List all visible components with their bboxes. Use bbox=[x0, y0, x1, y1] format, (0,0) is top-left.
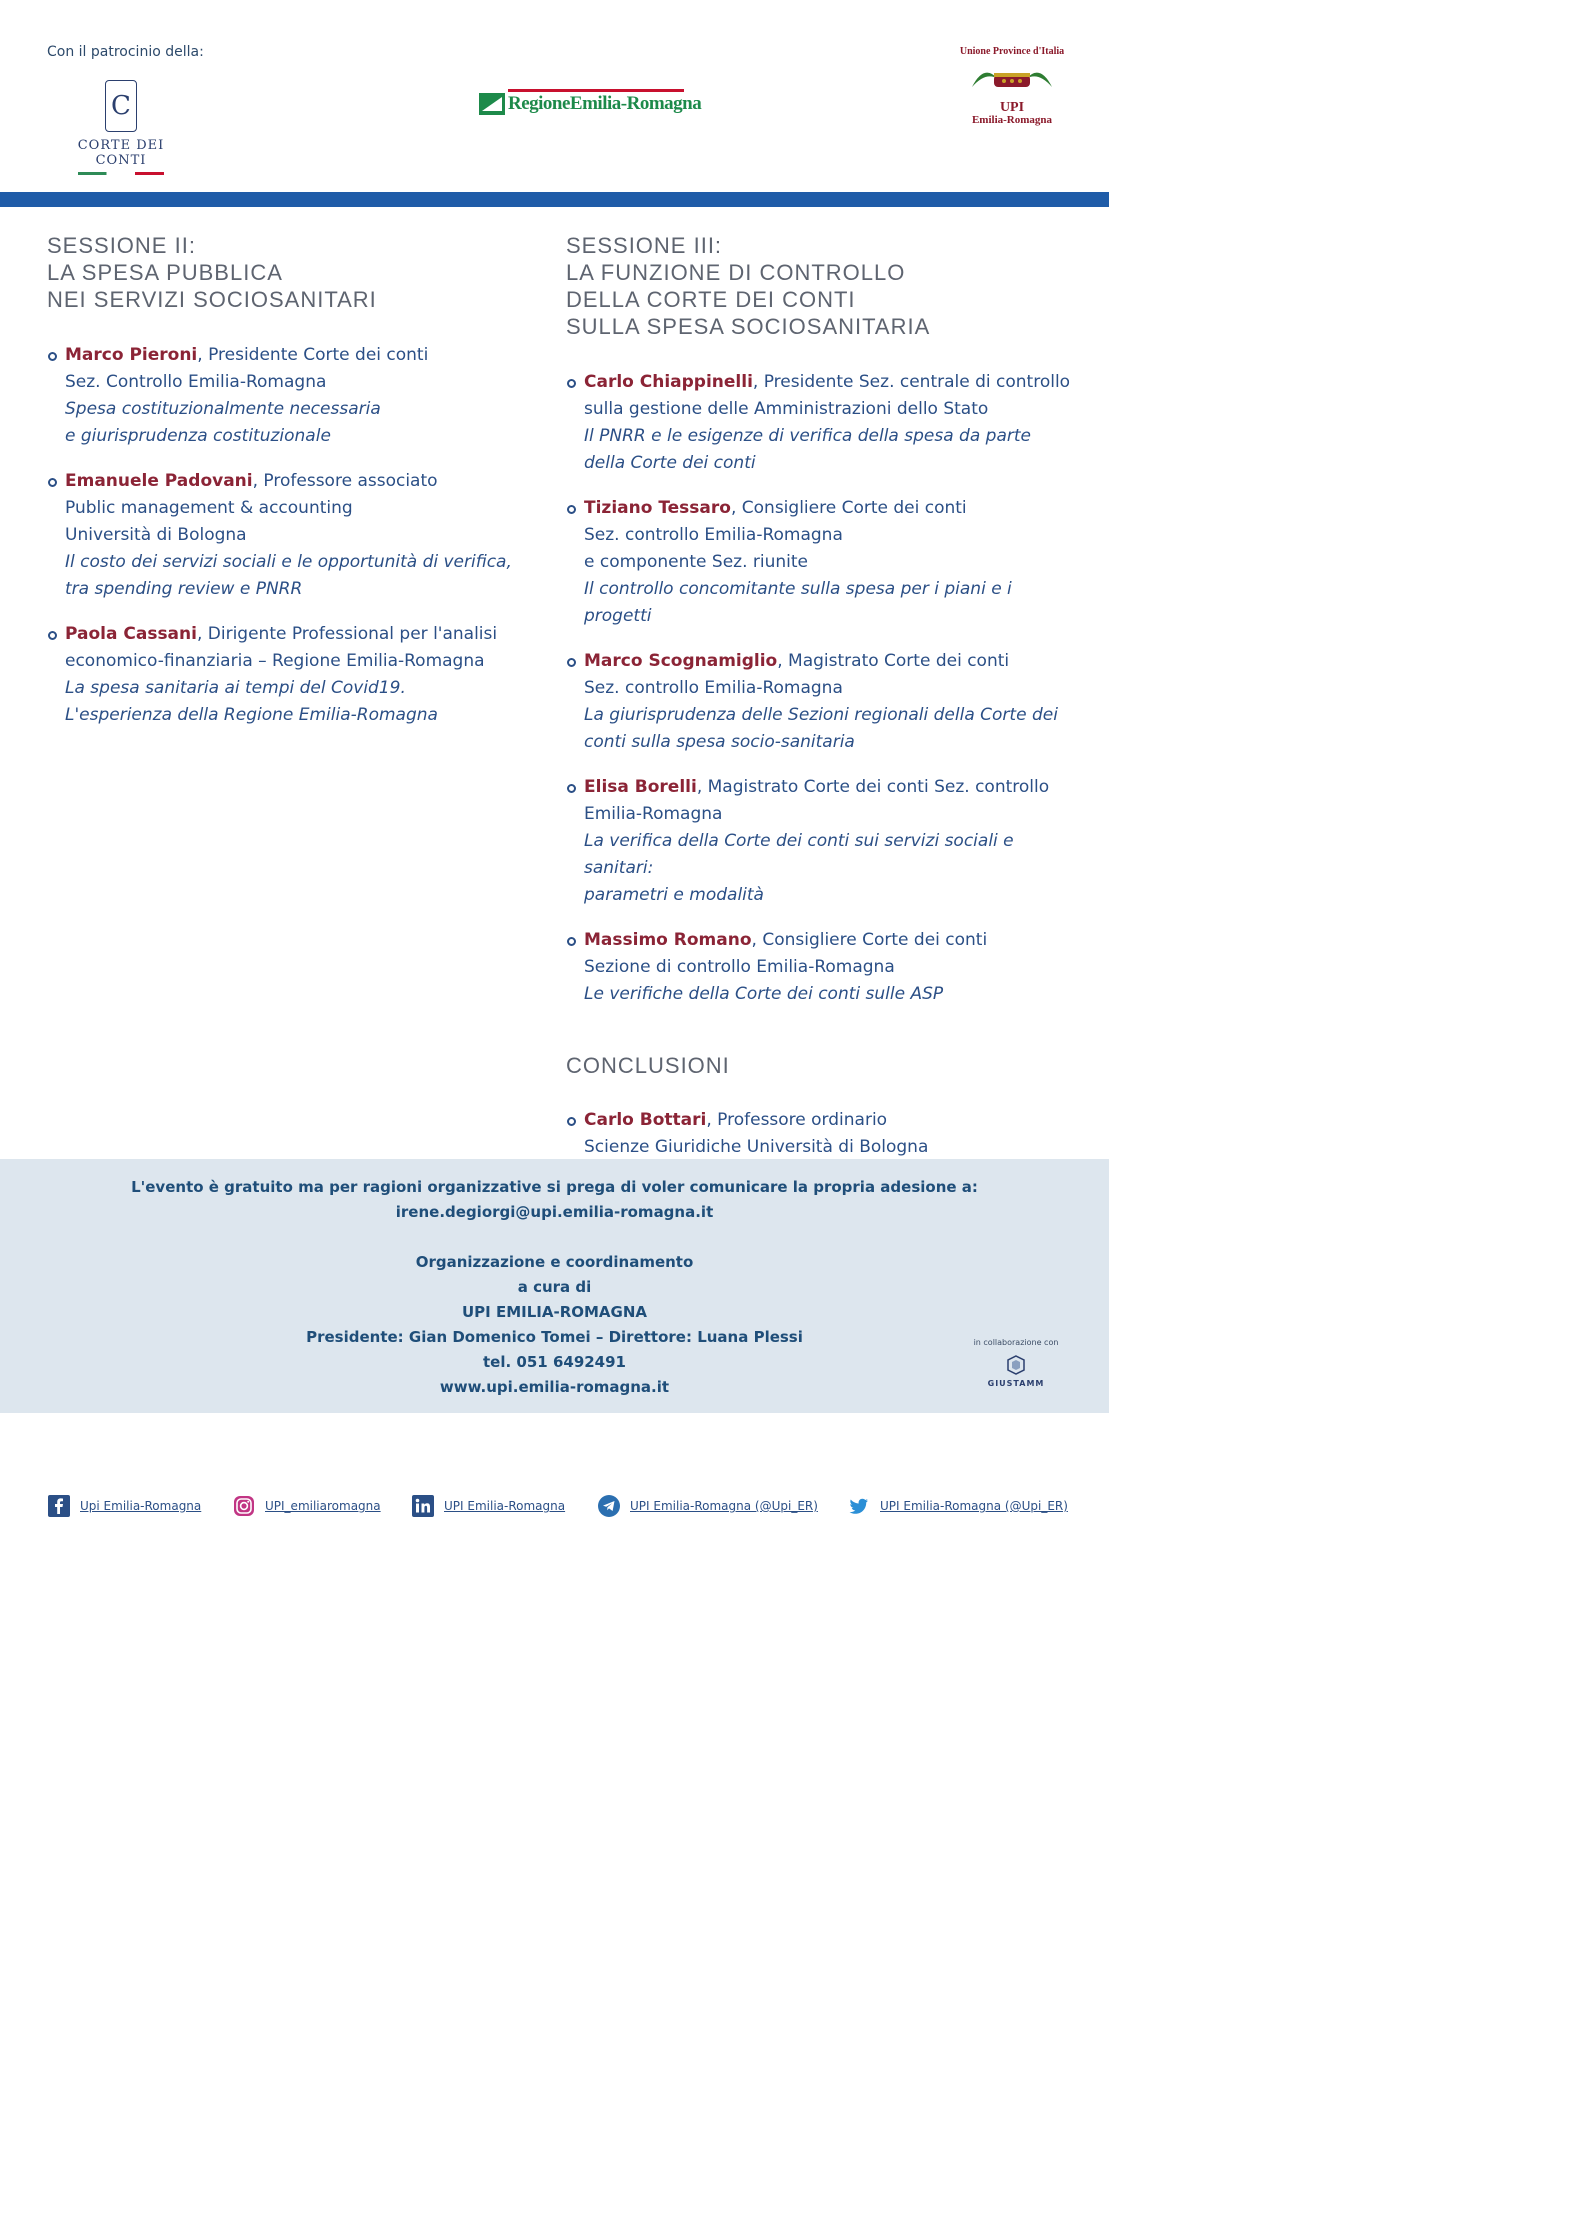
speaker-entry bbox=[566, 1107, 1076, 1161]
speaker-role: , Magistrato Corte dei conti bbox=[777, 651, 1010, 671]
session-3 bbox=[566, 232, 1076, 1161]
social-linkedin[interactable] bbox=[412, 1495, 565, 1517]
speaker-role: , Consigliere Corte dei conti bbox=[751, 930, 988, 950]
speaker-name: Carlo Bottari bbox=[584, 1110, 707, 1130]
organization-line: a cura di bbox=[517, 1278, 592, 1296]
session-2-title-line: SESSIONE II: bbox=[47, 233, 196, 258]
telegram-label[interactable]: UPI Emilia-Romagna (@Upi_ER) bbox=[630, 1499, 818, 1513]
talk-title: Spesa costituzionalmente necessaria bbox=[65, 399, 381, 419]
session-2 bbox=[47, 232, 517, 729]
speaker-name: Tiziano Tessaro bbox=[584, 498, 731, 518]
speaker-role: , Magistrato Corte dei conti Sez. controllo bbox=[696, 777, 1050, 797]
speaker-name: Emanuele Padovani bbox=[65, 471, 253, 491]
registration-email[interactable]: irene.degiorgi@upi.emilia-romagna.it bbox=[395, 1203, 714, 1221]
speaker-entry bbox=[47, 621, 517, 729]
speaker-role: , Presidente Sez. centrale di controllo bbox=[752, 372, 1071, 392]
header-band bbox=[0, 192, 1109, 207]
info-panel bbox=[0, 1159, 1109, 1413]
speaker-name: Carlo Chiappinelli bbox=[584, 372, 753, 392]
talk-title: La verifica della Corte dei conti sui servizi sociali e sanitari: bbox=[584, 831, 1014, 878]
organization-line: Organizzazione e coordinamento bbox=[415, 1253, 694, 1271]
corte-dei-conti-emblem: C bbox=[105, 80, 137, 132]
phone-number: tel. 051 6492491 bbox=[483, 1353, 626, 1371]
collaboration-name: GIUSTAMM bbox=[987, 1379, 1045, 1388]
talk-title: La spesa sanitaria ai tempi del Covid19. bbox=[65, 678, 406, 698]
talk-title: della Corte dei conti bbox=[584, 453, 756, 473]
linkedin-label[interactable]: UPI Emilia-Romagna bbox=[444, 1499, 566, 1513]
session-3-title-line: LA FUNZIONE DI CONTROLLO bbox=[566, 260, 906, 285]
twitter-label[interactable]: UPI Emilia-Romagna (@Upi_ER) bbox=[880, 1499, 1068, 1513]
telegram-icon bbox=[598, 1495, 620, 1517]
talk-title: La giurisprudenza delle Sezioni regionali della Corte dei bbox=[584, 705, 1058, 725]
patronage-label: Con il patrocinio della: bbox=[47, 44, 204, 60]
organization-people: Presidente: Gian Domenico Tomei – Direttore: Luana Plessi bbox=[306, 1328, 803, 1346]
speaker-entry bbox=[566, 927, 1076, 1008]
upi-arc-text: Unione Province d'Italia bbox=[959, 46, 1065, 57]
conclusions-title: CONCLUSIONI bbox=[566, 1053, 730, 1078]
giustamm-icon bbox=[1006, 1355, 1026, 1375]
corte-dei-conti-text: CORTE DEI CONTI bbox=[77, 138, 165, 168]
regione-flag-icon bbox=[478, 92, 506, 116]
speaker-name: Massimo Romano bbox=[584, 930, 752, 950]
speaker-role-line: Public management & accounting bbox=[65, 498, 353, 518]
speaker-entry bbox=[566, 495, 1076, 630]
instagram-label[interactable]: UPI_emiliaromagna bbox=[265, 1499, 381, 1513]
social-instagram[interactable] bbox=[233, 1495, 381, 1517]
speaker-entry bbox=[47, 468, 517, 603]
speaker-role: , Professore associato bbox=[252, 471, 438, 491]
speaker-entry bbox=[566, 369, 1076, 477]
upi-crown-icon bbox=[964, 57, 1060, 97]
session-3-title-line: DELLA CORTE DEI CONTI bbox=[566, 287, 856, 312]
speaker-role-line: Sez. controllo Emilia-Romagna bbox=[584, 678, 843, 698]
social-telegram[interactable] bbox=[598, 1495, 818, 1517]
session-2-title-line: NEI SERVIZI SOCIOSANITARI bbox=[47, 287, 377, 312]
speaker-role-line: economico-finanziaria – Regione Emilia-Romagna bbox=[65, 651, 485, 671]
talk-title: L'esperienza della Regione Emilia-Romagna bbox=[65, 705, 438, 725]
upi-name: UPI bbox=[999, 100, 1025, 115]
speaker-entry bbox=[566, 648, 1076, 756]
speaker-role-line: e componente Sez. riunite bbox=[584, 552, 808, 572]
regione-text: RegioneEmilia-Romagna bbox=[508, 93, 702, 114]
speaker-role-line: Emilia-Romagna bbox=[584, 804, 723, 824]
facebook-icon bbox=[48, 1495, 70, 1517]
speaker-role-line: Sez. controllo Emilia-Romagna bbox=[584, 525, 843, 545]
speaker-name: Elisa Borelli bbox=[584, 777, 697, 797]
speaker-role: , Consigliere Corte dei conti bbox=[730, 498, 967, 518]
talk-title: tra spending review e PNRR bbox=[65, 579, 303, 599]
info-text bbox=[0, 1175, 1109, 1400]
corte-dei-conti-logo bbox=[58, 80, 184, 175]
speaker-name: Marco Pieroni bbox=[65, 345, 198, 365]
session-3-title bbox=[566, 232, 1076, 340]
speaker-role: , Presidente Corte dei conti bbox=[197, 345, 429, 365]
twitter-icon bbox=[848, 1495, 870, 1517]
speaker-role-line: Sez. Controllo Emilia-Romagna bbox=[65, 372, 327, 392]
talk-title: conti sulla spesa socio-sanitaria bbox=[584, 732, 855, 752]
collaboration-label: in collaborazione con bbox=[973, 1338, 1059, 1347]
speaker-name: Marco Scognamiglio bbox=[584, 651, 778, 671]
speaker-entry bbox=[47, 342, 517, 450]
organization-name: UPI EMILIA-ROMAGNA bbox=[461, 1303, 648, 1321]
session-2-title bbox=[47, 232, 517, 313]
speaker-role-line: Università di Bologna bbox=[65, 525, 247, 545]
speaker-role: , Dirigente Professional per l'analisi bbox=[196, 624, 498, 644]
linkedin-icon bbox=[412, 1495, 434, 1517]
regione-emilia-romagna-logo bbox=[478, 92, 701, 116]
registration-note: L'evento è gratuito ma per ragioni organizzative si prega di voler comunicare la propria adesione a: bbox=[131, 1178, 978, 1196]
facebook-label[interactable]: Upi Emilia-Romagna bbox=[80, 1499, 202, 1513]
talk-title: Il controllo concomitante sulla spesa per i piani e i progetti bbox=[584, 579, 1012, 626]
speaker-name: Paola Cassani bbox=[65, 624, 197, 644]
talk-title: parametri e modalità bbox=[584, 885, 764, 905]
speaker-entry bbox=[566, 774, 1076, 909]
speaker-role-line: Sezione di controllo Emilia-Romagna bbox=[584, 957, 895, 977]
upi-region: Emilia-Romagna bbox=[971, 114, 1053, 126]
social-facebook[interactable] bbox=[48, 1495, 201, 1517]
speaker-role: , Professore ordinario bbox=[706, 1110, 888, 1130]
upi-logo bbox=[958, 46, 1066, 126]
regione-red-bar bbox=[508, 89, 684, 92]
talk-title: Il PNRR e le esigenze di verifica della spesa da parte bbox=[584, 426, 1031, 446]
social-twitter[interactable] bbox=[848, 1495, 1068, 1517]
session-2-title-line: LA SPESA PUBBLICA bbox=[47, 260, 283, 285]
session-3-title-line: SULLA SPESA SOCIOSANITARIA bbox=[566, 314, 931, 339]
collaboration-logo bbox=[966, 1338, 1066, 1388]
talk-title: Il costo dei servizi sociali e le opportunità di verifica, bbox=[65, 552, 512, 572]
speaker-role-line: Scienze Giuridiche Università di Bologna bbox=[584, 1137, 929, 1157]
speaker-role-line: sulla gestione delle Amministrazioni dello Stato bbox=[584, 399, 989, 419]
session-3-title-line: SESSIONE III: bbox=[566, 233, 723, 258]
talk-title: Le verifiche della Corte dei conti sulle ASP bbox=[584, 984, 944, 1004]
website-link[interactable]: www.upi.emilia-romagna.it bbox=[439, 1378, 670, 1396]
talk-title: e giurisprudenza costituzionale bbox=[65, 426, 331, 446]
instagram-icon bbox=[233, 1495, 255, 1517]
italian-flag-line bbox=[78, 172, 164, 175]
